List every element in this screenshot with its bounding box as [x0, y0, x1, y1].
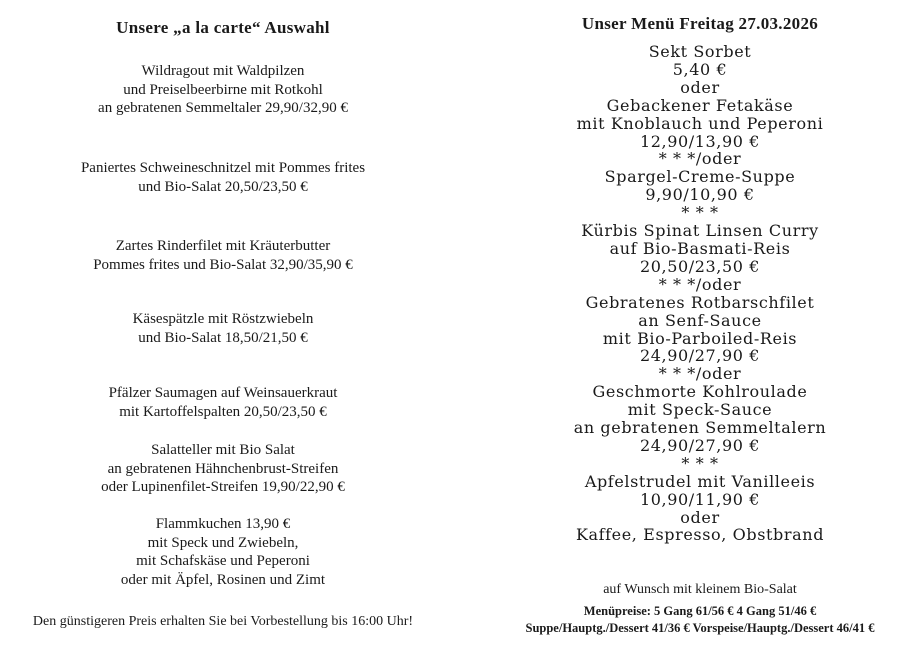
- dish-wildragout: [0, 62, 446, 118]
- menu-line: * * */oder: [658, 274, 742, 294]
- menu-line: Spargel-Creme-Suppe: [604, 167, 796, 187]
- dish-line: oder mit Äpfel, Rosinen und Zimt: [120, 571, 326, 588]
- dish-line: Wildragout mit Waldpilzen: [141, 63, 305, 79]
- dish-line: und Bio-Salat 20,50/23,50 €: [138, 178, 308, 195]
- dish-salatteller: [0, 441, 446, 497]
- dish-line: oder Lupinenfilet-Streifen 19,90/22,90 €: [101, 479, 345, 495]
- menu-line: Gebratenes Rotbarschfilet: [585, 292, 815, 312]
- salad-option-note: auf Wunsch mit kleinem Bio-Salat: [603, 582, 797, 597]
- dish-flammkuchen: [0, 515, 446, 589]
- menu-line: 5,40 €: [672, 59, 728, 79]
- menu-line: oder: [680, 77, 720, 97]
- menu-line: * * *: [681, 453, 719, 473]
- a-la-carte-heading: Unsere „a la carte“ Auswahl: [116, 18, 330, 37]
- menu-line: Geschmorte Kohlroulade: [592, 382, 808, 402]
- menu-line: Gebackener Fetakäse: [606, 95, 794, 115]
- menu-line: 10,90/11,90 €: [639, 489, 761, 509]
- menu-prices-line-2: Suppe/Hauptg./Dessert 41/36 € Vorspeise/Hauptg./Dessert 46/41 €: [525, 621, 875, 635]
- menu-line: Kürbis Spinat Linsen Curry: [581, 221, 819, 241]
- menu-line: Apfelstrudel mit Vanilleeis: [584, 471, 816, 491]
- dish-line: mit Kartoffelspalten 20,50/23,50 €: [119, 403, 327, 420]
- dish-line: Zartes Rinderfilet mit Kräuterbutter: [115, 238, 331, 254]
- menu-line: Sekt Sorbet: [648, 42, 752, 61]
- menu-courses: [500, 43, 900, 544]
- dish-line: Paniertes Schweineschnitzel mit Pommes frites: [80, 160, 366, 176]
- daily-menu-heading: Unser Menü Freitag 27.03.2026: [581, 14, 819, 33]
- menu-line: 24,90/27,90 €: [639, 435, 761, 455]
- dish-kaesespaetzle: [0, 310, 446, 347]
- menu-line: mit Knoblauch und Peperoni: [576, 113, 824, 133]
- dish-line: an gebratenen Semmeltaler 29,90/32,90 €: [98, 100, 348, 116]
- dish-line: und Bio-Salat 18,50/21,50 €: [138, 329, 308, 346]
- menu-line: * * */oder: [658, 149, 742, 169]
- menu-line: 12,90/13,90 €: [639, 131, 761, 151]
- dish-saumagen: [0, 384, 446, 421]
- dish-line: Flammkuchen 13,90 €: [155, 516, 291, 532]
- a-la-carte-column: [0, 0, 446, 645]
- menu-line: an Senf-Sauce: [638, 310, 762, 330]
- menu-line: mit Bio-Parboiled-Reis: [602, 328, 798, 348]
- menu-line: Kaffee, Espresso, Obstbrand: [575, 525, 825, 545]
- menu-line: mit Speck-Sauce: [627, 400, 773, 420]
- dish-line: mit Schafskäse und Peperoni: [136, 553, 310, 569]
- menu-line: * * */oder: [658, 364, 742, 384]
- dish-rinderfilet: [0, 237, 446, 274]
- dish-line: Pfälzer Saumagen auf Weinsauerkraut: [108, 385, 338, 401]
- menu-line: 9,90/10,90 €: [645, 185, 755, 205]
- dish-line: an gebratenen Hähnchenbrust-Streifen: [107, 460, 339, 477]
- preorder-note: Den günstigeren Preis erhalten Sie bei Vorbestellung bis 16:00 Uhr!: [32, 614, 414, 629]
- menu-line: 24,90/27,90 €: [639, 346, 761, 366]
- menu-line: * * *: [681, 203, 719, 223]
- menu-prices-line-1: Menüpreise: 5 Gang 61/56 € 4 Gang 51/46 €: [583, 604, 817, 618]
- menu-line: oder: [680, 507, 720, 527]
- menu-line: auf Bio-Basmati-Reis: [609, 238, 791, 258]
- dish-line: Pommes frites und Bio-Salat 32,90/35,90 €: [93, 256, 353, 273]
- daily-menu-column: [500, 0, 900, 645]
- dish-line: und Preiselbeerbirne mit Rotkohl: [123, 81, 323, 98]
- dish-line: Käsespätzle mit Röstzwiebeln: [132, 311, 314, 327]
- dish-line: mit Speck und Zwiebeln,: [147, 534, 299, 551]
- menu-line: 20,50/23,50 €: [639, 256, 761, 276]
- dish-schweineschnitzel: [0, 159, 446, 196]
- dish-line: Salatteller mit Bio Salat: [151, 442, 295, 458]
- menu-line: an gebratenen Semmeltalern: [573, 418, 827, 438]
